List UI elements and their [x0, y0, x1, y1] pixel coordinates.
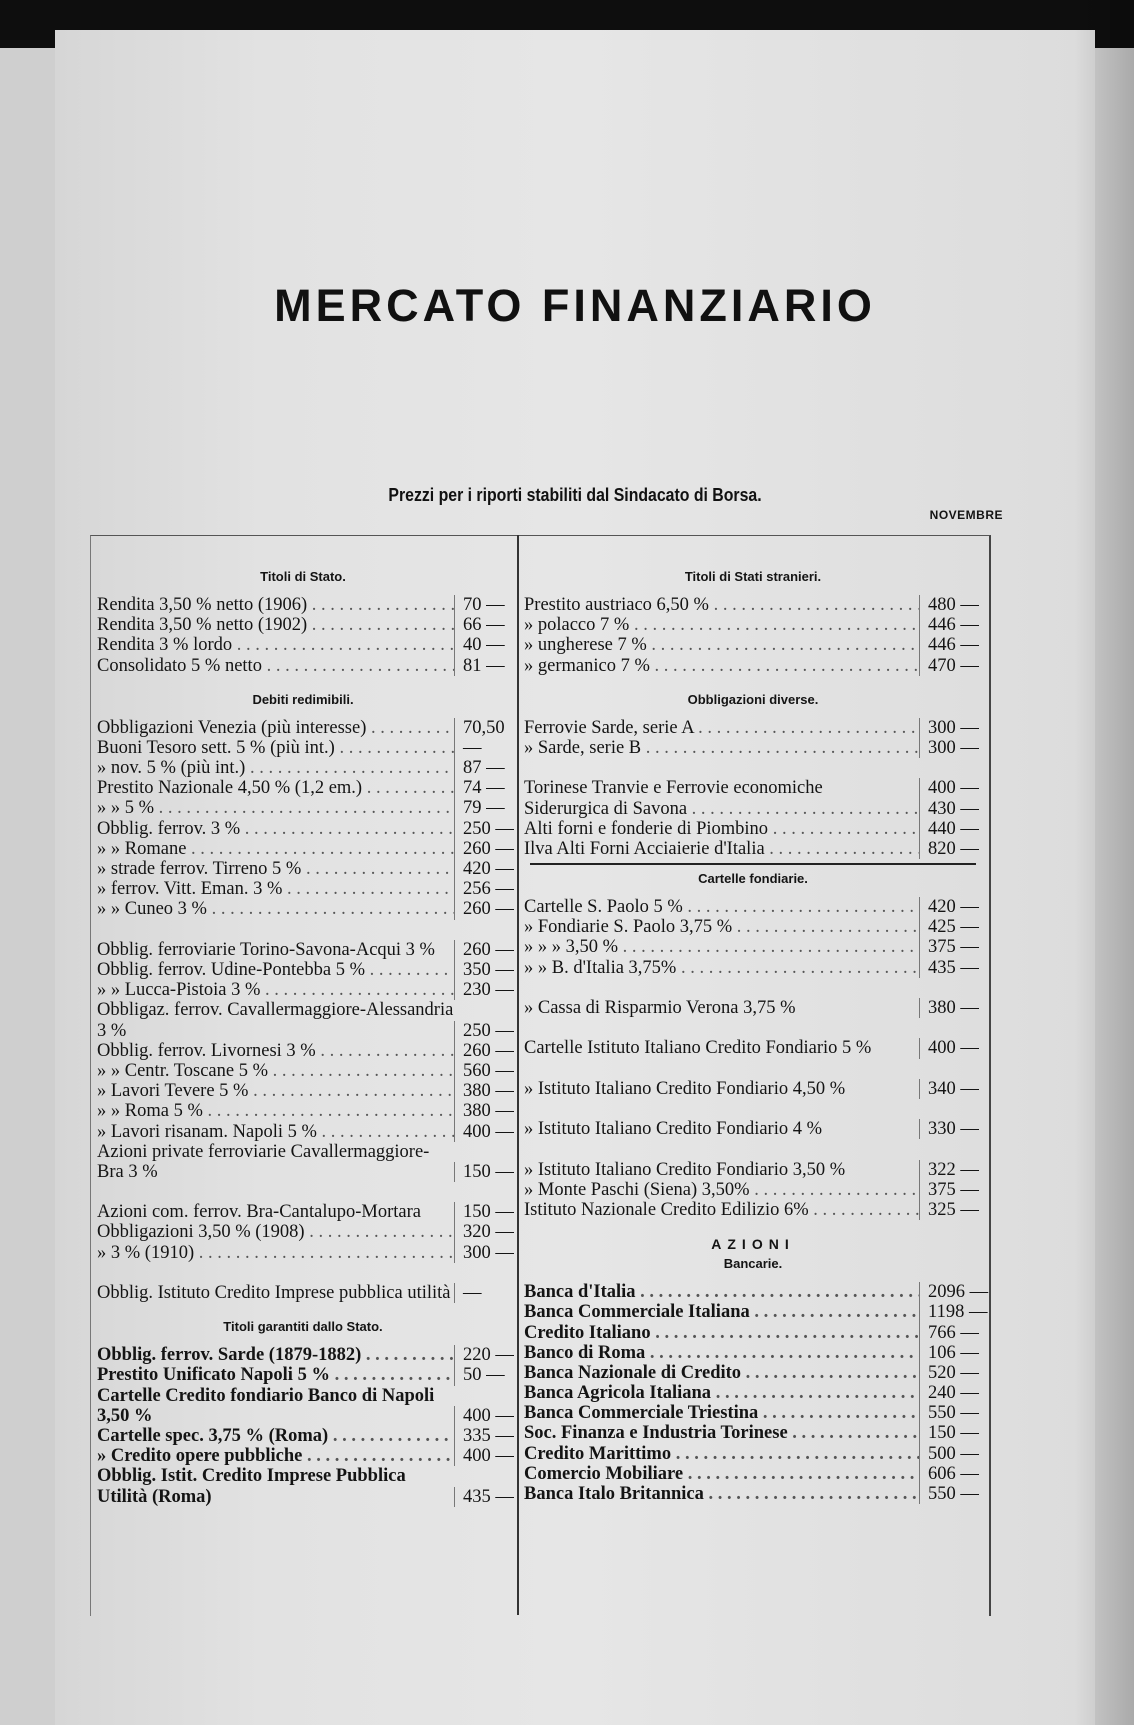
table-row	[520, 1484, 986, 1504]
table-row	[520, 615, 986, 635]
row-value: 320 —	[454, 1222, 513, 1242]
table-row	[93, 1122, 513, 1142]
row-label: Siderurgica di Savona . . .	[520, 799, 919, 819]
row-value: 435 —	[454, 1487, 513, 1507]
row-label: » » B. d'Italia 3,75% . . .	[520, 958, 919, 978]
row-label: Cartelle Credito fondiario Banco di Napoli 3,50 %	[97, 1385, 435, 1426]
table-row	[93, 1365, 513, 1385]
row-value: 400 —	[919, 1038, 986, 1058]
row-value: 380 —	[454, 1101, 513, 1121]
row-label: » Sarde, serie B . . .	[520, 738, 919, 758]
table-row	[93, 738, 513, 758]
row-value: 375 —	[919, 937, 986, 957]
row-value: 40 —	[454, 635, 513, 655]
row-value: 87 —	[454, 758, 513, 778]
row-value: 606 —	[919, 1464, 986, 1484]
table-row	[93, 1061, 513, 1081]
row-label: » Lavori risanam. Napoli 5 % . . .	[93, 1122, 454, 1142]
row-label: » » Cuneo 3 % . . .	[93, 899, 454, 919]
garantiti-list	[93, 1345, 513, 1507]
table-row	[520, 635, 986, 655]
column-divider	[517, 535, 519, 1615]
row-label: Istituto Nazionale Credito Edilizio 6% . . .	[520, 1200, 919, 1220]
row-value: 420 —	[454, 859, 513, 879]
table-row	[93, 718, 513, 738]
row-label: Obblig. ferrov. Livornesi 3 % . . .	[93, 1041, 454, 1061]
row-value: 325 —	[919, 1200, 986, 1220]
row-value: 380 —	[919, 998, 986, 1018]
row-label: Banco di Roma . . .	[520, 1343, 919, 1363]
table-row	[93, 595, 513, 615]
scan-border	[250, 0, 1134, 20]
row-label: Rendita 3 % lordo . . .	[93, 635, 454, 655]
azioni-list	[520, 1282, 989, 1505]
page-subtitle: Prezzi per i riporti stabiliti dal Sindacato di Borsa.	[388, 485, 762, 505]
table-row	[93, 899, 513, 919]
table-row	[93, 980, 513, 1000]
row-value: 340 —	[919, 1079, 986, 1099]
row-value: 106 —	[919, 1343, 986, 1363]
row-label: Credito Italiano . . .	[520, 1323, 919, 1343]
table-row	[520, 819, 986, 839]
row-label: » Istituto Italiano Credito Fondiario 3,50 %	[524, 1159, 846, 1180]
row-value: 400 —	[919, 778, 986, 798]
section-heading-azioni: AZIONI	[711, 1236, 795, 1253]
row-value: 480 —	[919, 595, 986, 615]
table-row	[93, 635, 513, 655]
table-row	[93, 819, 513, 839]
row-label: Banca Italo Britannica . . .	[520, 1484, 919, 1504]
row-value: 350 —	[454, 960, 513, 980]
row-label: Obblig. ferrov. Sarde (1879-1882) . . .	[93, 1345, 454, 1365]
table-row	[520, 1444, 986, 1464]
row-label: Ferrovie Sarde, serie A . . .	[520, 718, 919, 738]
table-row	[520, 897, 986, 917]
row-value: 1198 —	[919, 1302, 986, 1322]
row-value: 335 —	[454, 1426, 513, 1446]
row-label: Cartelle spec. 3,75 % (Roma) . . .	[93, 1426, 454, 1446]
row-value: 380 —	[454, 1081, 513, 1101]
table-row	[520, 595, 986, 615]
row-value: 256 —	[454, 879, 513, 899]
month-label: NOVEMBRE	[929, 508, 1003, 522]
row-value: 435 —	[919, 958, 986, 978]
row-label: Credito Marittimo . . .	[520, 1444, 919, 1464]
row-label: » strade ferrov. Tirreno 5 % . . .	[93, 859, 454, 879]
table-row	[520, 1383, 986, 1403]
row-value: 260 —	[454, 839, 513, 859]
table-row	[520, 799, 986, 819]
row-value: 150 —	[454, 1162, 513, 1182]
row-value: 330 —	[919, 1119, 986, 1139]
row-label: Comercio Mobiliare . . .	[520, 1464, 919, 1484]
table-row	[93, 960, 513, 980]
table-row	[520, 1200, 986, 1220]
table-row	[93, 778, 513, 798]
row-label: » Fondiarie S. Paolo 3,75 % . . .	[520, 917, 919, 937]
table-row	[93, 879, 513, 899]
row-value: 150 —	[919, 1423, 986, 1443]
table-row	[520, 917, 986, 937]
table-row	[93, 1000, 513, 1040]
row-label: Soc. Finanza e Industria Torinese . . .	[520, 1423, 919, 1443]
table-row	[93, 1446, 513, 1466]
scan-shadow	[1074, 0, 1134, 1725]
section-heading-debiti: Debiti redimibili.	[252, 691, 354, 707]
table-row	[93, 615, 513, 635]
row-label: Cartelle Istituto Italiano Credito Fondiario 5 %	[524, 1038, 872, 1059]
table-row	[93, 1101, 513, 1121]
row-label: Obbligaz. ferrov. Cavallermaggiore-Alessandria 3 %	[97, 1000, 454, 1041]
row-label: Banca Commerciale Triestina . . .	[520, 1403, 919, 1423]
row-label: Azioni com. ferrov. Bra-Cantalupo-Mortara	[97, 1202, 421, 1223]
row-label: » » Centr. Toscane 5 % . . .	[93, 1061, 454, 1081]
table-row	[93, 1345, 513, 1365]
table-row	[520, 1343, 986, 1363]
row-label: Alti forni e fonderie di Piombino . . .	[520, 819, 919, 839]
table-row	[520, 1018, 986, 1058]
row-label: Obblig. Istituto Credito Imprese pubblica utilità	[97, 1283, 451, 1304]
page-title: MERCATO FINANZIARIO	[274, 280, 876, 331]
row-value: 500 —	[919, 1444, 986, 1464]
row-label: Rendita 3,50 % netto (1902) . . .	[93, 615, 454, 635]
row-value: 230 —	[454, 980, 513, 1000]
table-row	[520, 839, 986, 859]
debiti-list	[93, 718, 513, 1304]
row-value: 400 —	[454, 1406, 513, 1426]
row-label: » ferrov. Vitt. Eman. 3 % . . .	[93, 879, 454, 899]
table-row	[520, 1139, 986, 1179]
section-heading-titoli-stato: Titoli di Stato.	[260, 569, 346, 584]
row-label: Rendita 3,50 % netto (1906) . . .	[93, 595, 454, 615]
table-row	[520, 1323, 986, 1343]
table-row	[520, 1363, 986, 1383]
row-value: 300 —	[919, 738, 986, 758]
row-value: 470 —	[919, 656, 986, 676]
table-row	[520, 758, 986, 798]
table-row	[93, 1041, 513, 1061]
row-label: » » » 3,50 % . . .	[520, 937, 919, 957]
table-row	[520, 1464, 986, 1484]
row-label: Azioni private ferroviarie Cavallermaggiore-Bra 3 %	[97, 1141, 430, 1182]
row-value: 766 —	[919, 1323, 986, 1343]
table-row	[520, 1282, 989, 1303]
row-label: Banca Agricola Italiana . . .	[520, 1383, 919, 1403]
row-value: 50 —	[454, 1365, 513, 1385]
row-label: Obbligazioni 3,50 % (1908) . . .	[93, 1222, 454, 1242]
table-row	[520, 937, 986, 957]
table-row	[93, 656, 513, 676]
row-value: 550 —	[919, 1403, 986, 1423]
table-row	[93, 1243, 513, 1263]
table-row	[93, 1466, 513, 1506]
table-row	[520, 978, 986, 1018]
row-label: Torinese Tranvie e Ferrovie economiche	[524, 778, 823, 799]
row-value: 375 —	[919, 1180, 986, 1200]
row-value: 250 —	[454, 1021, 513, 1041]
fondiarie-list	[520, 897, 986, 1220]
row-label: » nov. 5 % (più int.) . . .	[93, 758, 454, 778]
table-row	[93, 799, 513, 819]
row-label: Prestito Unificato Napoli 5 % . . .	[93, 1365, 454, 1385]
row-value: 300 —	[454, 1243, 513, 1263]
row-label: Prestito Nazionale 4,50 % (1,2 em.) . . .	[93, 778, 454, 798]
row-label: » Cassa di Risparmio Verona 3,75 %	[524, 998, 796, 1019]
row-label: Obbligazioni Venezia (più interesse) . . .	[93, 718, 454, 738]
row-label: » » Romane . . .	[93, 839, 454, 859]
table-row	[93, 1081, 513, 1101]
table-row	[520, 1423, 986, 1443]
section-heading-garantiti: Titoli garantiti dallo Stato.	[223, 1319, 383, 1335]
table-row	[520, 958, 986, 978]
row-label: » » Roma 5 % . . .	[93, 1101, 454, 1121]
row-value: 150 —	[454, 1202, 513, 1222]
row-value: 520 —	[919, 1363, 986, 1383]
row-label: » » 5 % . . .	[93, 798, 454, 818]
section-rule	[520, 859, 986, 869]
row-label: Cartelle S. Paolo 5 % . . .	[520, 897, 919, 917]
row-value: 430 —	[919, 799, 986, 819]
row-label: » 3 % (1910) . . .	[93, 1243, 454, 1263]
row-value: 220 —	[454, 1345, 513, 1365]
table-row	[520, 1059, 986, 1099]
table-row	[520, 1180, 986, 1200]
row-label: » ungherese 7 % . . .	[520, 635, 919, 655]
row-value: 260 —	[454, 899, 513, 919]
row-label: » germanico 7 % . . .	[520, 656, 919, 676]
row-value: 81 —	[454, 656, 513, 676]
row-value: 420 —	[919, 897, 986, 917]
row-value: —	[454, 1283, 513, 1303]
row-label: » Lavori Tevere 5 % . . .	[93, 1081, 454, 1101]
stranieri-list	[520, 595, 986, 676]
table-row	[93, 758, 513, 778]
table-row	[93, 1182, 513, 1222]
table-row	[93, 839, 513, 859]
row-label: » Istituto Italiano Credito Fondiario 4 %	[524, 1119, 823, 1140]
row-label: Prestito austriaco 6,50 % . . .	[520, 595, 919, 615]
row-value: 70 —	[454, 595, 513, 615]
titoli-stato-list	[93, 595, 513, 676]
row-value: 2096 —	[919, 1282, 986, 1302]
table-row	[93, 1426, 513, 1446]
row-value: 550 —	[919, 1484, 986, 1504]
row-label: Consolidato 5 % netto . . .	[93, 656, 454, 676]
row-label: » Monte Paschi (Siena) 3,50% . . .	[520, 1180, 919, 1200]
diverse-list	[520, 718, 986, 859]
row-value: 440 —	[919, 819, 986, 839]
row-value: 820 —	[919, 839, 986, 859]
row-label: Buoni Tesoro sett. 5 % (più int.) . . .	[93, 738, 454, 758]
row-value: 322 —	[919, 1160, 986, 1180]
row-label: Obblig. ferrov. 3 % . . .	[93, 819, 454, 839]
row-value: 425 —	[919, 917, 986, 937]
row-label: Obblig. ferroviarie Torino-Savona-Acqui 3 %	[97, 939, 435, 960]
row-value: 66 —	[454, 615, 513, 635]
row-value: 240 —	[919, 1383, 986, 1403]
section-heading-stranieri: Titoli di Stati stranieri.	[684, 569, 822, 584]
table-row	[93, 1223, 513, 1243]
row-label: » » Lucca-Pistoia 3 % . . .	[93, 980, 454, 1000]
table-row	[93, 1386, 513, 1426]
row-value: 74 —	[454, 778, 513, 798]
row-value: 79 —	[454, 798, 513, 818]
page	[55, 30, 1095, 1725]
section-heading-diverse: Obbligazioni diverse.	[687, 691, 819, 707]
row-label: Banca Commerciale Italiana . . .	[520, 1302, 919, 1322]
table-row	[93, 920, 513, 960]
row-value: 260 —	[454, 1041, 513, 1061]
table-row	[520, 656, 986, 676]
row-value: 560 —	[454, 1061, 513, 1081]
row-value: 250 —	[454, 819, 513, 839]
row-value: 446 —	[919, 635, 986, 655]
section-subheading-bancarie: Bancarie.	[723, 1256, 783, 1272]
row-label: Obblig. Istit. Credito Imprese Pubblica Utilità (Roma)	[97, 1466, 406, 1507]
row-label: Obblig. ferrov. Udine-Pontebba 5 % . . .	[93, 960, 454, 980]
row-value: 70,50	[454, 718, 513, 738]
row-label: Ilva Alti Forni Acciaierie d'Italia . . .	[520, 839, 919, 859]
row-label: » polacco 7 % . . .	[520, 615, 919, 635]
table-row	[520, 1099, 986, 1139]
table-row	[93, 1142, 513, 1182]
table-row	[93, 1263, 513, 1303]
table-row	[520, 1302, 986, 1322]
right-column	[520, 567, 989, 1505]
row-value: —	[454, 738, 513, 758]
section-heading-fondiarie: Cartelle fondiarie.	[698, 871, 808, 887]
row-label: » Istituto Italiano Credito Fondiario 4,50 %	[524, 1078, 846, 1099]
row-value: 400 —	[454, 1446, 513, 1466]
row-label: Banca d'Italia . . .	[520, 1282, 919, 1302]
left-column	[93, 567, 513, 1507]
row-value: 300 —	[919, 718, 986, 738]
row-label: » Credito opere pubbliche . . .	[93, 1446, 454, 1466]
row-value: 400 —	[454, 1122, 513, 1142]
table-row	[520, 738, 986, 758]
row-value: 260 —	[454, 940, 513, 960]
table-row	[520, 1403, 986, 1423]
row-value: 446 —	[919, 615, 986, 635]
table-row	[93, 859, 513, 879]
row-label: Banca Nazionale di Credito . . .	[520, 1363, 919, 1383]
table-row	[520, 718, 986, 738]
